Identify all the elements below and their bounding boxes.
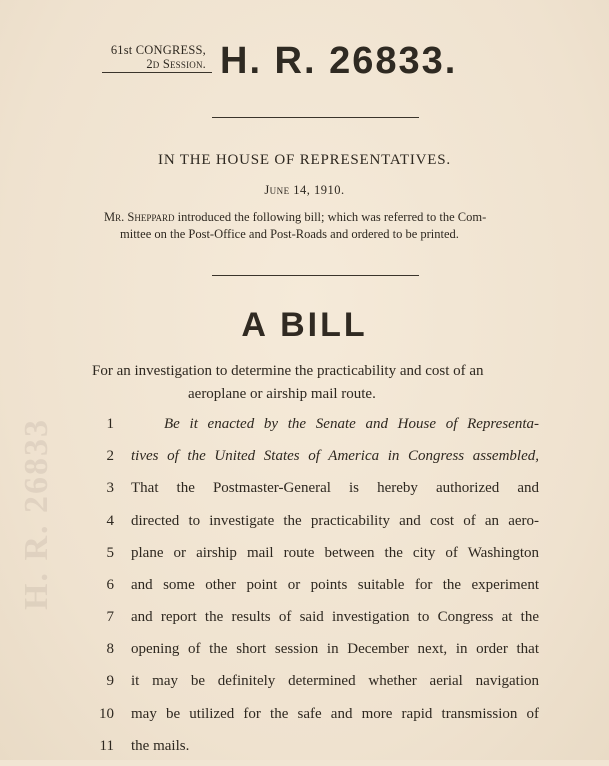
session-number: 2d Session. xyxy=(146,57,206,71)
line-number: 7 xyxy=(106,609,114,625)
line-text: tives of the United States of America in Congress assembled, xyxy=(131,448,539,464)
introduction-paragraph xyxy=(104,209,542,243)
bill-line xyxy=(0,543,609,573)
bill-line xyxy=(0,639,609,669)
line-text: and report the results of said investigation to Congress at the xyxy=(131,609,539,625)
line-number: 5 xyxy=(106,545,114,561)
line-number: 2 xyxy=(106,448,114,464)
line-number: 1 xyxy=(106,416,114,432)
purpose-line-2: aeroplane or airship mail route. xyxy=(188,386,376,402)
purpose-line-1: For an investigation to determine the practicability and cost of an xyxy=(92,363,484,379)
introduction-line-2: mittee on the Post-Office and Post-Roads and ordered to be printed. xyxy=(120,227,459,241)
top-rule xyxy=(212,117,419,118)
line-number: 10 xyxy=(99,706,114,722)
introduction-date: June 14, 1910. xyxy=(264,183,345,197)
line-text: may be utilized for the safe and more rapid transmission of xyxy=(131,706,539,722)
line-text: and some other point or points suitable for the experiment xyxy=(131,577,539,593)
bill-line xyxy=(0,414,609,444)
bill-number: H. R. 26833. xyxy=(220,40,458,82)
chamber-heading: IN THE HOUSE OF REPRESENTATIVES. xyxy=(158,152,451,168)
line-text: That the Postmaster-General is hereby authorized and xyxy=(131,480,539,496)
line-text: the mails. xyxy=(131,738,190,754)
bill-title: A BILL xyxy=(241,306,368,344)
line-text: plane or airship mail route between the city of Washington xyxy=(131,545,539,561)
line-text: directed to investigate the practicability and cost of an aero- xyxy=(131,513,539,529)
bill-header xyxy=(88,40,488,90)
middle-rule xyxy=(212,275,419,276)
session-underline xyxy=(102,72,212,73)
bill-line xyxy=(0,446,609,476)
line-number: 11 xyxy=(99,738,114,754)
bill-line xyxy=(0,704,609,734)
line-text: Be it enacted by the Senate and House of Representa- xyxy=(164,416,539,432)
line-number: 3 xyxy=(106,480,114,496)
sponsor-name: Mr. Sheppard xyxy=(104,210,175,224)
bill-line xyxy=(0,575,609,605)
line-number: 4 xyxy=(106,513,114,529)
line-number: 9 xyxy=(106,673,114,689)
bill-line xyxy=(0,511,609,541)
bill-line xyxy=(0,478,609,508)
bleed-through-text: H. R. 26833 xyxy=(18,418,55,610)
bill-line xyxy=(0,671,609,701)
introduction-line-1: introduced the following bill; which was referred to the Com- xyxy=(174,210,487,224)
line-text: opening of the short session in December next, in order that xyxy=(131,641,539,657)
line-number: 8 xyxy=(106,641,114,657)
bill-purpose xyxy=(92,360,542,406)
bill-line xyxy=(0,736,609,766)
congress-number: 61st CONGRESS, xyxy=(110,43,206,57)
line-number: 6 xyxy=(106,577,114,593)
line-text: it may be definitely determined whether aerial navigation xyxy=(131,673,539,689)
congress-session xyxy=(94,43,206,71)
bill-line xyxy=(0,607,609,637)
